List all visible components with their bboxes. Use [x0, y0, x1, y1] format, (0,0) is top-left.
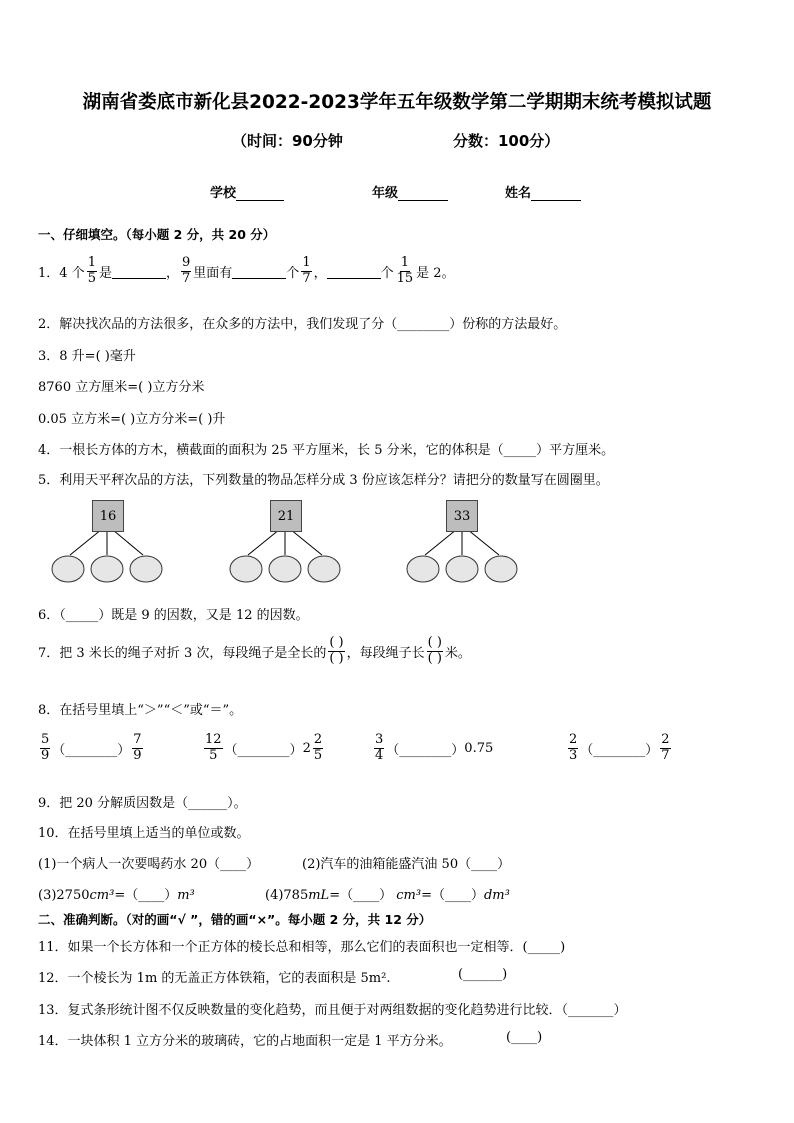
quantity-box-21: 21 [270, 500, 302, 532]
diagram-16 [52, 525, 162, 582]
grade-label: 年级 [372, 186, 399, 201]
question-10: 10．在括号里填上适当的单位或数。 [38, 826, 250, 841]
name-label: 姓名 [505, 186, 532, 201]
question-8: 8．在括号里填上“＞”“＜”或“＝”。 [38, 703, 243, 718]
fraction: $\frac{1}{15}$ [396, 255, 414, 286]
quantity-box-16: 16 [92, 500, 124, 532]
question-11: 11．如果一个长方体和一个正方体的棱长总和相等，那么它们的表面积也一定相等．(_____) [38, 940, 566, 955]
compare-item-3: $\frac{3}{4}$ （________） 0.75 [375, 732, 494, 763]
question-10-2: (2)汽车的油箱能盛汽油 50（____） [302, 857, 511, 872]
question-10-3: (3)2750cm³=（____）m³ [38, 888, 195, 903]
exam-time: （时间：90分钟 [232, 132, 343, 150]
question-14-blank[interactable]: (____) [506, 1030, 543, 1045]
question-9: 9．把 20 分解质因数是（______）。 [38, 796, 247, 811]
answer-blank[interactable] [327, 264, 381, 279]
question-10-4: (4)785mL=（____） cm³=（____）dm³ [265, 888, 510, 903]
question-4: 4．一根长方体的方木，横截面的面积为 25 平方厘米，长 5 分米，它的体积是（_____）平方厘米。 [38, 443, 615, 458]
answer-blank[interactable] [232, 264, 286, 279]
diagram-33 [407, 525, 517, 582]
fraction: $\frac{9}{7}$ [182, 255, 191, 286]
page-title: 湖南省娄底市新化县2022-2023学年五年级数学第二学期期末统考模拟试题 [82, 92, 712, 113]
question-6: 6．（_____）既是 9 的因数，又是 12 的因数。 [38, 608, 309, 623]
question-3a: 3．8 升=( )毫升 [38, 349, 136, 364]
question-5: 5．利用天平秤次品的方法，下列数量的物品怎样分成 3 份应该怎样分？请把分的数量写在圆圈里。 [38, 473, 609, 488]
question-14: 14．一块体积 1 立方分米的玻璃砖，它的占地面积一定是 1 平方分米。 [38, 1034, 452, 1049]
answer-blank[interactable] [112, 264, 166, 279]
fraction-blank[interactable]: $\frac{( )}{( )}$ [329, 635, 344, 666]
section-one-heading: 一、仔细填空。（每小题 2 分，共 20 分） [38, 227, 276, 242]
diagram-21 [230, 525, 340, 582]
question-1: 1．4 个 $\frac{1}{5}$ 是 ， $\frac{9}{7}$ 里面有 个 $\frac{1}{7}$ ， 个 $\frac{1}{15}$ 是 2。 [38, 255, 455, 286]
question-10-1: (1)一个病人一次要喝药水 20（____） [38, 857, 260, 872]
question-12: 12．一个棱长为 1m 的无盖正方体铁箱，它的表面积是 5m². [38, 971, 391, 986]
school-field[interactable] [210, 182, 284, 201]
exam-score: 分数：100分） [453, 132, 560, 150]
school-label: 学校 [210, 186, 237, 201]
name-field[interactable] [505, 182, 581, 201]
quantity-box-33: 33 [446, 500, 478, 532]
question-3b: 8760 立方厘米=( )立方分米 [38, 380, 205, 395]
compare-blank[interactable]: （________） [224, 742, 303, 758]
fraction: $\frac{1}{5}$ [87, 255, 96, 286]
question-3c: 0.05 立方米=( )立方分米=( )升 [38, 412, 226, 427]
compare-blank[interactable]: （________） [580, 742, 659, 758]
compare-item-4: $\frac{2}{3}$ （________） $\frac{2}{7}$ [569, 732, 670, 763]
grade-field[interactable] [372, 182, 448, 201]
question-7: 7．把 3 米长的绳子对折 3 次，每段绳子是全长的 $\frac{( )}{( )}$ ，每段绳子长 $\frac{( )}{( )}$ 米。 [38, 635, 471, 666]
section-two-heading: 二、准确判断。（对的画“√ ”，错的画“×”。每小题 2 分，共 12 分） [38, 912, 432, 927]
question-13: 13．复式条形统计图不仅反映数量的变化趋势，而且便于对两组数据的变化趋势进行比较．（_______） [38, 1003, 627, 1018]
compare-blank[interactable]: （________） [386, 742, 465, 758]
compare-blank[interactable]: （________） [52, 742, 131, 758]
compare-item-1: $\frac{5}{9}$ （________） $\frac{7}{9}$ [41, 732, 142, 763]
question-2: 2．解决找次品的方法很多，在众多的方法中，我们发现了分（________）份称的方法最好。 [38, 317, 567, 332]
fraction: $\frac{1}{7}$ [302, 255, 311, 286]
question-12-blank[interactable]: (______) [458, 967, 508, 982]
compare-item-2: $\frac{12}{5}$ （________） 2 $\frac{2}{5}$ [205, 732, 323, 763]
fraction-blank[interactable]: $\frac{( )}{( )}$ [427, 635, 442, 666]
